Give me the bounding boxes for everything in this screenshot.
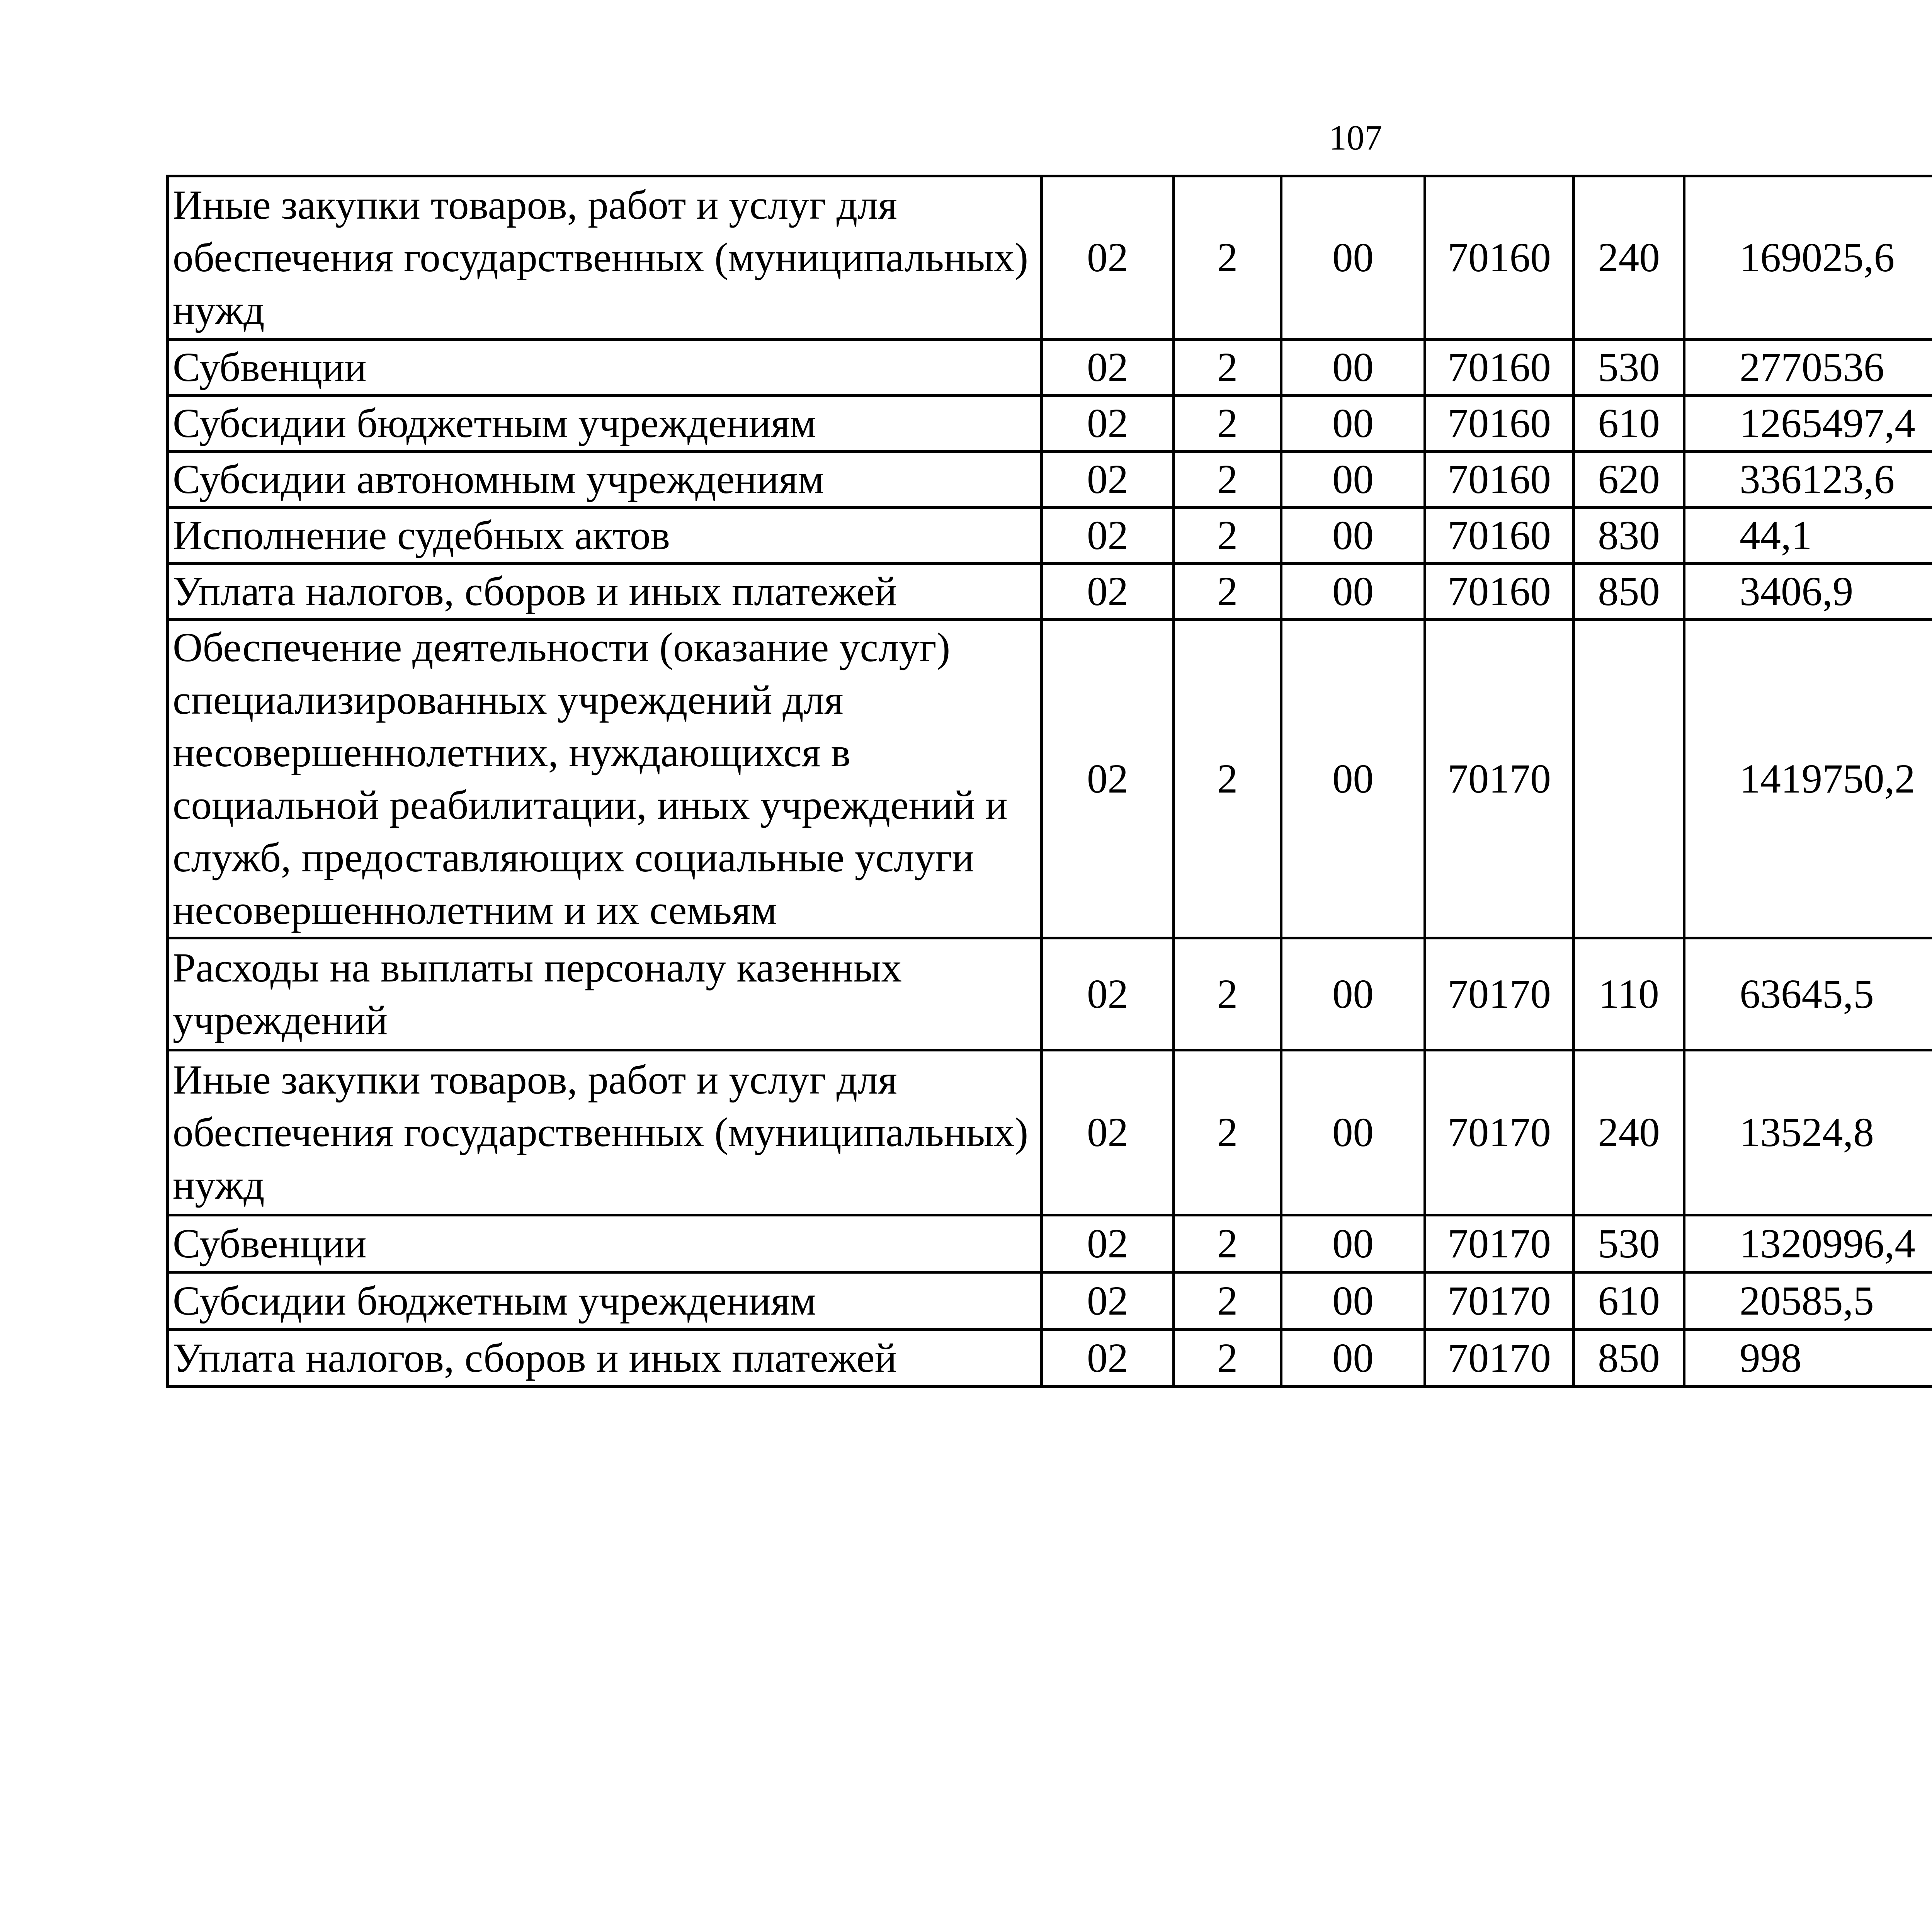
table-row — [168, 1330, 1932, 1387]
amount-1: 44,1 — [1684, 508, 1932, 564]
code-section: 02 — [1042, 176, 1174, 340]
code-subprogram: 00 — [1281, 452, 1425, 508]
code-section: 02 — [1042, 938, 1174, 1050]
table-row — [168, 620, 1932, 938]
table-row — [168, 176, 1932, 340]
code-item: 70160 — [1425, 508, 1574, 564]
code-subprogram: 00 — [1281, 1330, 1425, 1387]
code-program: 2 — [1174, 176, 1281, 340]
code-subprogram: 00 — [1281, 1215, 1425, 1272]
code-expense-type: 620 — [1574, 452, 1684, 508]
code-section: 02 — [1042, 1330, 1174, 1387]
code-section: 02 — [1042, 1215, 1174, 1272]
amount-1: 169025,6 — [1684, 176, 1932, 340]
table-row — [168, 1050, 1932, 1215]
code-program: 2 — [1174, 1215, 1281, 1272]
row-name: Уплата налогов, сборов и иных платежей — [168, 564, 1042, 620]
code-section: 02 — [1042, 452, 1174, 508]
code-section: 02 — [1042, 508, 1174, 564]
row-name: Субвенции — [168, 340, 1042, 396]
code-program: 2 — [1174, 508, 1281, 564]
code-subprogram: 00 — [1281, 340, 1425, 396]
code-section: 02 — [1042, 564, 1174, 620]
code-item: 70160 — [1425, 176, 1574, 340]
code-expense-type: 530 — [1574, 340, 1684, 396]
budget-table — [166, 175, 1932, 1388]
amount-1: 13524,8 — [1684, 1050, 1932, 1215]
code-item: 70170 — [1425, 938, 1574, 1050]
code-program: 2 — [1174, 564, 1281, 620]
amount-1: 1320996,4 — [1684, 1215, 1932, 1272]
code-expense-type: 850 — [1574, 564, 1684, 620]
code-section: 02 — [1042, 340, 1174, 396]
code-item: 70170 — [1425, 620, 1574, 938]
code-expense-type — [1574, 620, 1684, 938]
code-expense-type: 110 — [1574, 938, 1684, 1050]
code-subprogram: 00 — [1281, 176, 1425, 340]
code-subprogram: 00 — [1281, 620, 1425, 938]
table-row — [168, 1215, 1932, 1272]
code-subprogram: 00 — [1281, 1050, 1425, 1215]
amount-1: 1419750,2 — [1684, 620, 1932, 938]
table-row — [168, 1272, 1932, 1330]
amount-1: 2770536 — [1684, 340, 1932, 396]
row-name: Субсидии бюджетным учреждениям — [168, 1272, 1042, 1330]
code-item: 70170 — [1425, 1050, 1574, 1215]
code-section: 02 — [1042, 1272, 1174, 1330]
code-item: 70160 — [1425, 340, 1574, 396]
code-subprogram: 00 — [1281, 938, 1425, 1050]
code-program: 2 — [1174, 340, 1281, 396]
code-item: 70160 — [1425, 396, 1574, 452]
code-expense-type: 830 — [1574, 508, 1684, 564]
code-expense-type: 240 — [1574, 176, 1684, 340]
row-name: Уплата налогов, сборов и иных платежей — [168, 1330, 1042, 1387]
row-name: Субсидии автономным учреждениям — [168, 452, 1042, 508]
table-row — [168, 564, 1932, 620]
row-name: Расходы на выплаты персоналу казенных учреждений — [168, 938, 1042, 1050]
code-subprogram: 00 — [1281, 508, 1425, 564]
row-name: Иные закупки товаров, работ и услуг для обеспечения государственных (муниципальных) нужд — [168, 1050, 1042, 1215]
amount-1: 63645,5 — [1684, 938, 1932, 1050]
page-number: 107 — [1329, 118, 1382, 157]
table-row — [168, 340, 1932, 396]
row-name: Исполнение судебных актов — [168, 508, 1042, 564]
code-section: 02 — [1042, 1050, 1174, 1215]
code-program: 2 — [1174, 1272, 1281, 1330]
code-section: 02 — [1042, 396, 1174, 452]
row-name: Субвенции — [168, 1215, 1042, 1272]
table-row — [168, 396, 1932, 452]
row-name: Субсидии бюджетным учреждениям — [168, 396, 1042, 452]
code-item: 70170 — [1425, 1215, 1574, 1272]
code-program: 2 — [1174, 938, 1281, 1050]
code-expense-type: 610 — [1574, 1272, 1684, 1330]
code-program: 2 — [1174, 396, 1281, 452]
code-item: 70160 — [1425, 452, 1574, 508]
row-name: Обеспечение деятельности (оказание услуг) специализированных учреждений для несовершеннолетних, нуждающихся в социальной реабилитации, иных учреждений и служб, предоставляющих социальные услуги несовершеннолетним и их семьям — [168, 620, 1042, 938]
amount-1: 20585,5 — [1684, 1272, 1932, 1330]
code-item: 70170 — [1425, 1330, 1574, 1387]
amount-1: 998 — [1684, 1330, 1932, 1387]
amount-1: 1265497,4 — [1684, 396, 1932, 452]
amount-1: 3406,9 — [1684, 564, 1932, 620]
row-name: Иные закупки товаров, работ и услуг для обеспечения государственных (муниципальных) нужд — [168, 176, 1042, 340]
code-program: 2 — [1174, 620, 1281, 938]
amount-1: 336123,6 — [1684, 452, 1932, 508]
code-subprogram: 00 — [1281, 396, 1425, 452]
code-expense-type: 610 — [1574, 396, 1684, 452]
table-row — [168, 508, 1932, 564]
code-item: 70160 — [1425, 564, 1574, 620]
table-row — [168, 938, 1932, 1050]
code-item: 70170 — [1425, 1272, 1574, 1330]
code-expense-type: 850 — [1574, 1330, 1684, 1387]
code-subprogram: 00 — [1281, 1272, 1425, 1330]
code-expense-type: 530 — [1574, 1215, 1684, 1272]
code-subprogram: 00 — [1281, 564, 1425, 620]
code-expense-type: 240 — [1574, 1050, 1684, 1215]
code-program: 2 — [1174, 452, 1281, 508]
table-row — [168, 452, 1932, 508]
code-section: 02 — [1042, 620, 1174, 938]
code-program: 2 — [1174, 1050, 1281, 1215]
code-program: 2 — [1174, 1330, 1281, 1387]
